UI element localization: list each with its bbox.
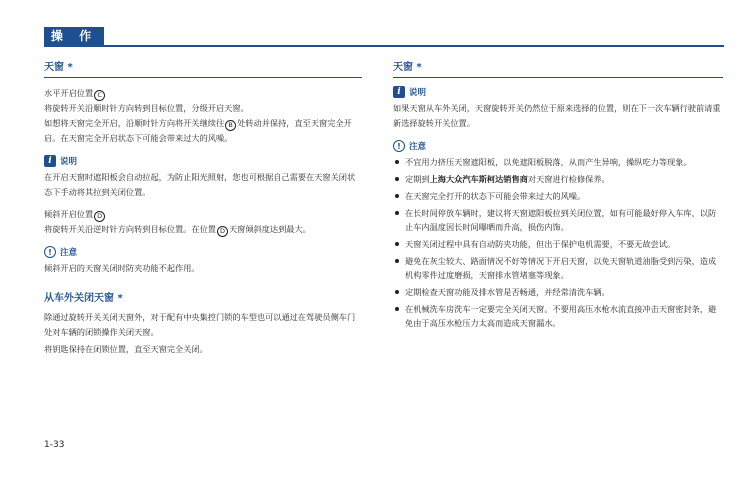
list-item: 在长时间停放车辆时，建议将天窗遮阳板拉到关闭位置，如有可能最好停入车库，以防止车内温度因长时间曝晒而升高，损伤内饰。	[393, 206, 723, 234]
horizontal-open-position	[44, 86, 362, 101]
tilt-open-position	[44, 207, 362, 222]
warning-icon-right: !	[393, 140, 405, 152]
tilt-open-text: 倾斜开启位置	[44, 209, 94, 219]
warning-icon: !	[44, 246, 56, 258]
step-open-paragraph: 将旋转开关沿顺时针方向转到目标位置，分级开启天窗。	[44, 103, 249, 113]
caution-header-right	[393, 140, 723, 152]
caution-list	[393, 155, 723, 330]
note-text-right: 如果天窗从车外关闭，天窗旋转开关仍然位于原来选择的位置，则在下一次车辆行驶前请重新选择旋转开关位置。	[393, 103, 721, 128]
right-column	[393, 58, 723, 333]
list-item: 天窗关闭过程中具有自动防夹功能，但出于保护电机需要，不要无故尝试。	[393, 237, 723, 251]
position-d-symbol: D	[94, 211, 105, 222]
sunroof-title: 天窗 *	[44, 62, 73, 73]
page-number: 1-33	[44, 440, 65, 450]
note-header	[44, 155, 362, 167]
key-hold-paragraph: 将钥匙保持在闭锁位置，直至天窗完全关闭。	[44, 344, 208, 354]
position-d-symbol-2: D	[217, 226, 228, 237]
section-tab: 操 作	[44, 27, 104, 45]
close-from-outside-title: 从车外关闭天窗 *	[44, 293, 123, 304]
list-item: 在天窗完全打开的状态下可能会带来过大的风噪。	[393, 189, 723, 203]
full-open-paragraph	[44, 116, 362, 146]
dealer-text-b: 对天窗进行检修保养。	[527, 174, 610, 184]
note-header-right	[393, 86, 723, 98]
dealer-name: 上海大众汽车斯柯达销售商	[429, 174, 528, 184]
list-item	[393, 172, 723, 186]
caution-header	[44, 246, 362, 258]
close-outside-paragraph: 除通过旋转开关关闭天窗外，对于配有中央集控门锁的车型也可以通过在驾驶员侧车门处对车辆的闭锁操作关闭天窗。	[44, 312, 356, 337]
info-icon-right: i	[393, 86, 405, 98]
title-rule	[44, 77, 362, 78]
position-c-symbol: C	[94, 90, 105, 101]
note-label-right: 说明	[409, 88, 427, 98]
tilt-text-a: 将旋转开关沿逆时针方向转到目标位置。在位置	[44, 224, 216, 234]
full-open-text-b: 处转动并保持，直至天窗完全开启。在天窗完全开启状态下可能会带来过大的风噪。	[44, 118, 352, 143]
list-item: 避免在灰尘较大、路面情况不好等情况下开启天窗，以免天窗轨道油脂受到污染，造成机构零件过度磨损，天窗排水管堵塞等现象。	[393, 254, 723, 282]
left-column	[44, 58, 362, 357]
horizontal-open-text: 水平开启位置	[44, 88, 94, 98]
list-item: 不宜用力挤压天窗遮阳板，以免遮阳板脱落，从而产生异响，操纵吃力等现象。	[393, 155, 723, 169]
caution-label: 注意	[60, 248, 78, 258]
list-item: 在机械洗车房洗车一定要完全关闭天窗。不要用高压水枪水流直接冲击天窗密封条，避免由于高压水枪压力太高而造成天窗漏水。	[393, 302, 723, 330]
dealer-text-a: 定期到	[405, 174, 430, 184]
note-text: 在开启天窗时遮阳板会自动拉起，为防止阳光照射，您也可根据自己需要在天窗关闭状态下手动将其拉到关闭位置。	[44, 172, 356, 197]
list-item: 定期检查天窗功能及排水管是否畅通，并经常清洗车辆。	[393, 285, 723, 299]
sunroof-title-right: 天窗 *	[393, 62, 422, 73]
info-icon: i	[44, 155, 56, 167]
tilt-text-b: 天窗倾斜度达到最大。	[228, 224, 311, 234]
position-b-symbol: B	[225, 120, 236, 131]
header-rule	[44, 45, 724, 47]
full-open-text-a: 如想将天窗完全开启，沿顺时针方向将开关继续往	[44, 118, 225, 128]
tilt-paragraph	[44, 222, 362, 237]
title-rule-right	[393, 77, 723, 78]
caution-text: 倾斜开启的天窗关闭时防夹功能不起作用。	[44, 263, 200, 273]
note-label: 说明	[60, 157, 78, 167]
caution-label-right: 注意	[409, 142, 427, 152]
